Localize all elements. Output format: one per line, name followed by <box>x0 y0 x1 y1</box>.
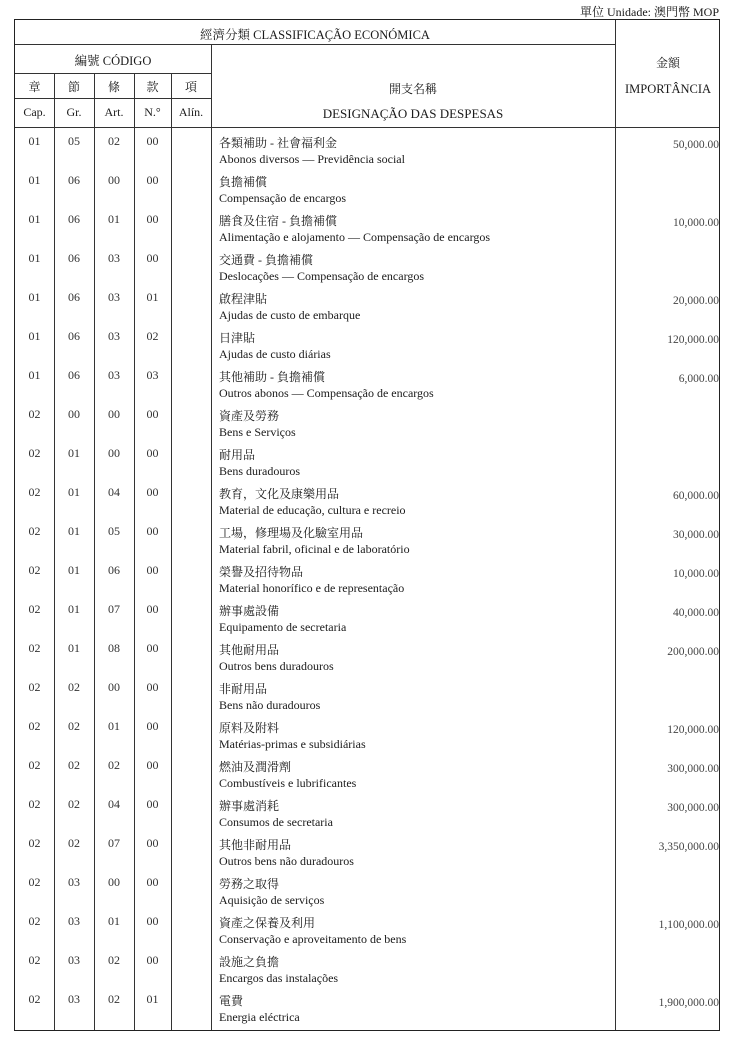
designation-zh: 勞務之取得 <box>219 877 280 891</box>
designation-pt: Bens não duradouros <box>219 698 321 712</box>
amount-cell: 10,000.00 <box>673 568 719 580</box>
designation-zh: 耐用品 <box>219 448 256 462</box>
table-row <box>15 635 719 674</box>
cap-cell: 02 <box>28 563 41 577</box>
table-row <box>15 518 719 557</box>
gr-cell: 06 <box>68 368 80 382</box>
table-row <box>15 908 719 947</box>
n-cell: 00 <box>146 134 159 148</box>
cap-cell: 02 <box>28 602 41 616</box>
n-cell: 00 <box>146 797 159 811</box>
designation-pt: Aquisição de serviços <box>219 893 325 907</box>
cap-cell: 01 <box>28 251 41 265</box>
amount-heading-zh: 金額 <box>655 56 680 70</box>
gr-cell: 03 <box>68 953 80 967</box>
col-zh-art: 條 <box>107 80 120 94</box>
designation-pt: Energia eléctrica <box>219 1010 300 1024</box>
designation-zh: 工場，修理場及化驗室用品 <box>219 526 364 540</box>
n-cell: 00 <box>146 836 159 850</box>
gr-cell: 06 <box>68 173 80 187</box>
designation-heading-pt: DESIGNAÇÃO DAS DESPESAS <box>322 106 504 121</box>
designation-zh: 辦事處消耗 <box>219 799 280 813</box>
col-zh-gr: 節 <box>67 80 80 94</box>
divider <box>16 73 211 74</box>
designation-pt: Bens e Serviços <box>219 425 296 439</box>
designation-zh: 交通費 - 負擔補償 <box>219 253 313 267</box>
n-cell: 00 <box>146 563 159 577</box>
cap-cell: 02 <box>28 680 41 694</box>
designation-pt: Conservação e aproveitamento de bens <box>219 932 407 946</box>
designation-pt: Outros bens não duradouros <box>219 854 354 868</box>
cap-cell: 02 <box>28 446 41 460</box>
designation-heading-zh: 開支名稱 <box>388 82 437 96</box>
gr-cell: 01 <box>68 446 80 460</box>
amount-cell: 120,000.00 <box>667 724 719 736</box>
gr-cell: 02 <box>68 719 80 733</box>
cap-cell: 02 <box>28 407 41 421</box>
amount-cell: 300,000.00 <box>667 802 719 814</box>
designation-zh: 設施之負擔 <box>219 955 280 969</box>
amount-cell: 40,000.00 <box>673 607 719 619</box>
designation-pt: Compensação de encargos <box>219 191 347 205</box>
designation-pt: Equipamento de secretaria <box>219 620 347 634</box>
table-row <box>15 674 719 713</box>
table-row <box>15 791 719 830</box>
designation-zh: 各類補助 - 社會福利金 <box>219 136 337 150</box>
designation-pt: Abonos diversos — Previdência social <box>219 152 405 166</box>
gr-cell: 03 <box>68 914 80 928</box>
art-cell: 00 <box>108 680 120 694</box>
art-cell: 02 <box>108 992 120 1006</box>
table-row <box>15 869 719 908</box>
gr-cell: 05 <box>68 134 80 148</box>
code-heading: 編號 CÓDIGO <box>74 54 152 68</box>
designation-zh: 資產及勞務 <box>219 409 280 423</box>
designation-pt: Encargos das instalações <box>219 971 339 985</box>
col-pt-n: N.° <box>144 105 161 119</box>
art-cell: 07 <box>108 602 120 616</box>
amount-cell: 1,100,000.00 <box>658 919 719 931</box>
amount-cell: 6,000.00 <box>678 373 719 385</box>
table-row <box>15 947 719 986</box>
amount-cell: 50,000.00 <box>673 139 719 151</box>
table-row <box>15 713 719 752</box>
n-cell: 00 <box>146 251 159 265</box>
cap-cell: 02 <box>28 485 41 499</box>
n-cell: 00 <box>146 602 159 616</box>
amount-cell: 200,000.00 <box>667 646 719 658</box>
art-cell: 00 <box>108 407 120 421</box>
divider <box>16 44 614 45</box>
designation-zh: 其他非耐用品 <box>219 838 292 852</box>
art-cell: 06 <box>108 563 120 577</box>
gr-cell: 06 <box>68 251 80 265</box>
n-cell: 00 <box>146 173 159 187</box>
art-cell: 00 <box>108 173 120 187</box>
designation-pt: Deslocações — Compensação de encargos <box>219 269 425 283</box>
amount-cell: 20,000.00 <box>673 295 719 307</box>
amount-heading-pt: IMPORTÂNCIA <box>624 82 712 96</box>
cap-cell: 01 <box>28 212 41 226</box>
table-row <box>15 440 719 479</box>
amount-cell: 3,350,000.00 <box>658 841 719 853</box>
table-row <box>15 245 719 284</box>
designation-pt: Alimentação e alojamento — Compensação de encargos <box>219 230 491 244</box>
n-cell: 03 <box>146 368 159 382</box>
art-cell: 02 <box>108 953 120 967</box>
col-pt-alin: Alín. <box>178 105 204 119</box>
designation-zh: 資產之保養及利用 <box>219 916 316 930</box>
table-row <box>15 986 719 1025</box>
col-pt-art: Art. <box>104 105 124 119</box>
gr-cell: 06 <box>68 212 80 226</box>
gr-cell: 02 <box>68 836 80 850</box>
designation-zh: 其他補助 - 負擔補償 <box>219 370 325 384</box>
designation-pt: Material fabril, oficinal e de laboratório <box>219 542 410 556</box>
amount-cell: 300,000.00 <box>667 763 719 775</box>
cap-cell: 01 <box>28 134 41 148</box>
art-cell: 04 <box>108 485 120 499</box>
gr-cell: 02 <box>68 758 80 772</box>
table-row <box>15 206 719 245</box>
art-cell: 05 <box>108 524 120 538</box>
designation-pt: Outros bens duradouros <box>219 659 334 673</box>
designation-pt: Bens duradouros <box>219 464 300 478</box>
designation-pt: Combustíveis e lubrificantes <box>219 776 357 790</box>
table-row <box>15 752 719 791</box>
designation-zh: 其他耐用品 <box>219 643 280 657</box>
table-row <box>15 830 719 869</box>
designation-zh: 日津貼 <box>219 331 256 345</box>
n-cell: 01 <box>146 290 159 304</box>
art-cell: 03 <box>108 329 120 343</box>
n-cell: 00 <box>146 719 159 733</box>
gr-cell: 01 <box>68 602 80 616</box>
cap-cell: 02 <box>28 875 41 889</box>
amount-cell: 60,000.00 <box>673 490 719 502</box>
cap-cell: 01 <box>28 173 41 187</box>
art-cell: 01 <box>108 914 120 928</box>
designation-zh: 啟程津貼 <box>219 292 268 306</box>
n-cell: 01 <box>146 992 159 1006</box>
gr-cell: 03 <box>68 875 80 889</box>
n-cell: 00 <box>146 524 159 538</box>
table-row <box>15 557 719 596</box>
gr-cell: 06 <box>68 329 80 343</box>
cap-cell: 02 <box>28 914 41 928</box>
art-cell: 03 <box>108 251 120 265</box>
divider <box>615 20 616 128</box>
gr-cell: 02 <box>68 797 80 811</box>
cap-cell: 02 <box>28 797 41 811</box>
col-pt-cap: Cap. <box>23 105 46 119</box>
n-cell: 00 <box>146 953 159 967</box>
gr-cell: 01 <box>68 524 80 538</box>
amount-cell: 30,000.00 <box>673 529 719 541</box>
gr-cell: 02 <box>68 680 80 694</box>
table-row <box>15 362 719 401</box>
designation-zh: 燃油及潤滑劑 <box>219 760 292 774</box>
art-cell: 04 <box>108 797 120 811</box>
n-cell: 00 <box>146 758 159 772</box>
cap-cell: 02 <box>28 953 41 967</box>
n-cell: 00 <box>146 407 159 421</box>
art-cell: 01 <box>108 719 120 733</box>
cap-cell: 01 <box>28 290 41 304</box>
n-cell: 00 <box>146 485 159 499</box>
cap-cell: 01 <box>28 368 41 382</box>
table-row <box>15 323 719 362</box>
art-cell: 00 <box>108 446 120 460</box>
budget-table <box>14 19 720 1031</box>
table-row <box>15 284 719 323</box>
designation-pt: Outros abonos — Compensação de encargos <box>219 386 434 400</box>
unit-label: 單位 Unidade: 澳門幣 MOP <box>580 5 719 19</box>
table-row <box>15 596 719 635</box>
classification-heading: 經濟分類 CLASSIFICAÇÃO ECONÓMICA <box>200 28 430 42</box>
designation-zh: 非耐用品 <box>219 682 268 696</box>
designation-pt: Material de educação, cultura e recreio <box>219 503 406 517</box>
gr-cell: 01 <box>68 641 80 655</box>
designation-pt: Matérias-primas e subsidiárias <box>219 737 366 751</box>
cap-cell: 02 <box>28 641 41 655</box>
divider <box>15 98 211 99</box>
designation-zh: 榮譽及招待物品 <box>219 565 304 579</box>
art-cell: 00 <box>108 875 120 889</box>
n-cell: 00 <box>146 641 159 655</box>
designation-zh: 電費 <box>219 994 244 1008</box>
designation-zh: 原料及附料 <box>219 721 280 735</box>
art-cell: 02 <box>108 758 120 772</box>
table-row <box>15 401 719 440</box>
gr-cell: 01 <box>68 485 80 499</box>
n-cell: 00 <box>146 875 159 889</box>
designation-zh: 膳食及住宿 - 負擔補償 <box>219 214 337 228</box>
amount-cell: 10,000.00 <box>673 217 719 229</box>
art-cell: 08 <box>108 641 120 655</box>
n-cell: 00 <box>146 446 159 460</box>
n-cell: 00 <box>146 680 159 694</box>
col-zh-alin: 項 <box>184 80 197 94</box>
designation-zh: 負擔補償 <box>219 175 268 189</box>
cap-cell: 01 <box>28 329 41 343</box>
cap-cell: 02 <box>28 524 41 538</box>
table-row <box>15 167 719 206</box>
gr-cell: 06 <box>68 290 80 304</box>
gr-cell: 03 <box>68 992 80 1006</box>
col-pt-gr: Gr. <box>66 105 82 119</box>
cap-cell: 02 <box>28 836 41 850</box>
designation-zh: 教育，文化及康樂用品 <box>219 487 340 501</box>
gr-cell: 00 <box>68 407 80 421</box>
amount-cell: 120,000.00 <box>667 334 719 346</box>
table-row <box>15 479 719 518</box>
table-row <box>15 128 719 167</box>
cap-cell: 02 <box>28 719 41 733</box>
art-cell: 07 <box>108 836 120 850</box>
amount-cell: 1,900,000.00 <box>658 997 719 1009</box>
designation-pt: Material honorífico e de representação <box>219 581 405 595</box>
table-body <box>15 128 719 1025</box>
cap-cell: 02 <box>28 992 41 1006</box>
art-cell: 03 <box>108 368 120 382</box>
art-cell: 03 <box>108 290 120 304</box>
designation-zh: 辦事處設備 <box>219 604 280 618</box>
gr-cell: 01 <box>68 563 80 577</box>
cap-cell: 02 <box>28 758 41 772</box>
n-cell: 00 <box>146 914 159 928</box>
col-zh-cap: 章 <box>28 80 41 94</box>
n-cell: 00 <box>146 212 159 226</box>
n-cell: 02 <box>146 329 159 343</box>
designation-pt: Consumos de secretaria <box>219 815 333 829</box>
art-cell: 01 <box>108 212 120 226</box>
designation-pt: Ajudas de custo diárias <box>219 347 331 361</box>
designation-pt: Ajudas de custo de embarque <box>219 308 361 322</box>
col-zh-n: 款 <box>146 80 159 94</box>
art-cell: 02 <box>108 134 120 148</box>
